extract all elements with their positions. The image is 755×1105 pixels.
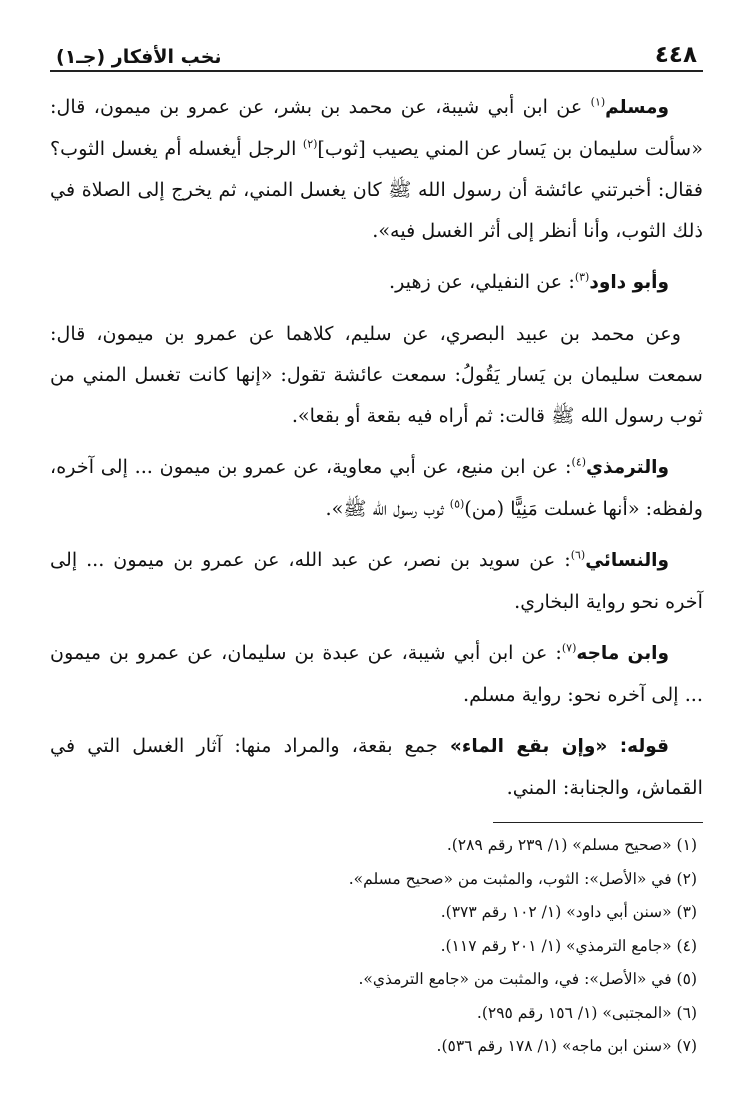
- narrator-name: والنسائي: [585, 550, 669, 571]
- main-text: [50, 86, 703, 808]
- footnote-ref: (٢): [302, 137, 318, 151]
- footnote-7: (٧) «سنن ابن ماجه» (١/ ١٧٨ رقم ٥٣٦).: [436, 1037, 697, 1055]
- paragraph-text: : عن سويد بن نصر، عن عبد الله، عن عمرو بن ميمون ... إلى آخره نحو رواية البخاري.: [50, 548, 703, 613]
- paragraph-ibn-majah: [50, 632, 703, 715]
- paragraph-tirmidhi: [50, 446, 703, 529]
- page-number: ٤٤٨: [654, 42, 697, 68]
- paragraph-commentary: [50, 725, 703, 808]
- paragraph-chain: [50, 313, 703, 436]
- paragraph-text: عن ابن أبي شيبة، عن محمد بن بشر، عن عمرو بن ميمون، قال: «سألت سليمان بن يَسار عن المني يصيب [ثوب]: [50, 95, 703, 160]
- footnote-1: (١) «صحيح مسلم» (١/ ٢٣٩ رقم ٢٨٩).: [446, 836, 697, 854]
- paragraph-text: : عن ابن أبي شيبة، عن عبدة بن سليمان، عن عمرو بن ميمون ... إلى آخره نحو: رواية مسلم.: [50, 641, 703, 706]
- paragraph-text: جمع بقعة، والمراد منها: آثار الغسل التي في القماش، والجنابة: المني.: [50, 734, 703, 799]
- footnote-ref: (١): [590, 95, 606, 109]
- footnote-6: (٦) «المجتبى» (١/ ١٥٦ رقم ٢٩٥).: [476, 1003, 697, 1022]
- paragraph-nasai: [50, 539, 703, 622]
- footnote-ref: (٣): [574, 270, 590, 284]
- book-page: [50, 34, 703, 1085]
- paragraph-text: : عن النفيلي، عن زهير.: [388, 270, 575, 293]
- footnote-ref: (٤): [571, 455, 587, 469]
- footnote-2: (٢) في «الأصل»: الثوب، والمثبت من «صحيح مسلم».: [348, 869, 697, 888]
- paragraph-text: ثوب رسول الله ﷺ».: [325, 497, 450, 520]
- footnote-5: (٥) في «الأصل»: في، والمثبت من «جامع الترمذي».: [358, 970, 697, 988]
- footnote-3: (٣) «سنن أبي داود» (١/ ١٠٢ رقم ٣٧٣).: [440, 903, 697, 921]
- narrator-name: ومسلم: [605, 97, 669, 118]
- footnote-ref: (٧): [561, 641, 577, 655]
- paragraph-text: : عن ابن منيع، عن أبي معاوية، عن عمرو بن ميمون ... إلى آخره، ولفظه: «أنها غسلت مَنِيًّا (من): [50, 455, 703, 520]
- paragraph-muslim: [50, 86, 703, 251]
- footnote-4: (٤) «جامع الترمذي» (١/ ٢٠١ رقم ١١٧).: [440, 936, 697, 955]
- commentary-lead: قوله: «وإن بقع الماء»: [449, 736, 670, 757]
- narrator-name: وابن ماجه: [576, 643, 669, 664]
- footnote-ref: (٥): [449, 497, 465, 511]
- running-title: نخب الأفكار (جـ١): [56, 46, 222, 68]
- paragraph-abu-dawud: [50, 261, 703, 303]
- footnotes: [50, 829, 703, 1064]
- page-header: [50, 34, 703, 72]
- footnote-divider: [493, 822, 703, 823]
- narrator-name: وأبو داود: [589, 272, 669, 293]
- paragraph-text: الرجل أيغسله أم يغسل الثوب؟ فقال: أخبرتني عائشة أن رسول الله ﷺ كان يغسل المني، ثم يخرج إلى الصلاة في ذلك الثوب، وأنا أنظر إلى أثر الغسل فيه».: [50, 137, 703, 242]
- paragraph-text: وعن محمد بن عبيد البصري، عن سليم، كلاهما عن عمرو بن ميمون، قال: سمعت سليمان بن يَسار يَقُولُ: سمعت عائشة تقول: «إنها كانت تغسل المني من ثوب رسول الله ﷺ قالت: ثم أراه فيه بقعة أو بقعا».: [50, 322, 703, 427]
- narrator-name: والترمذي: [586, 457, 669, 478]
- footnote-ref: (٦): [570, 548, 586, 562]
